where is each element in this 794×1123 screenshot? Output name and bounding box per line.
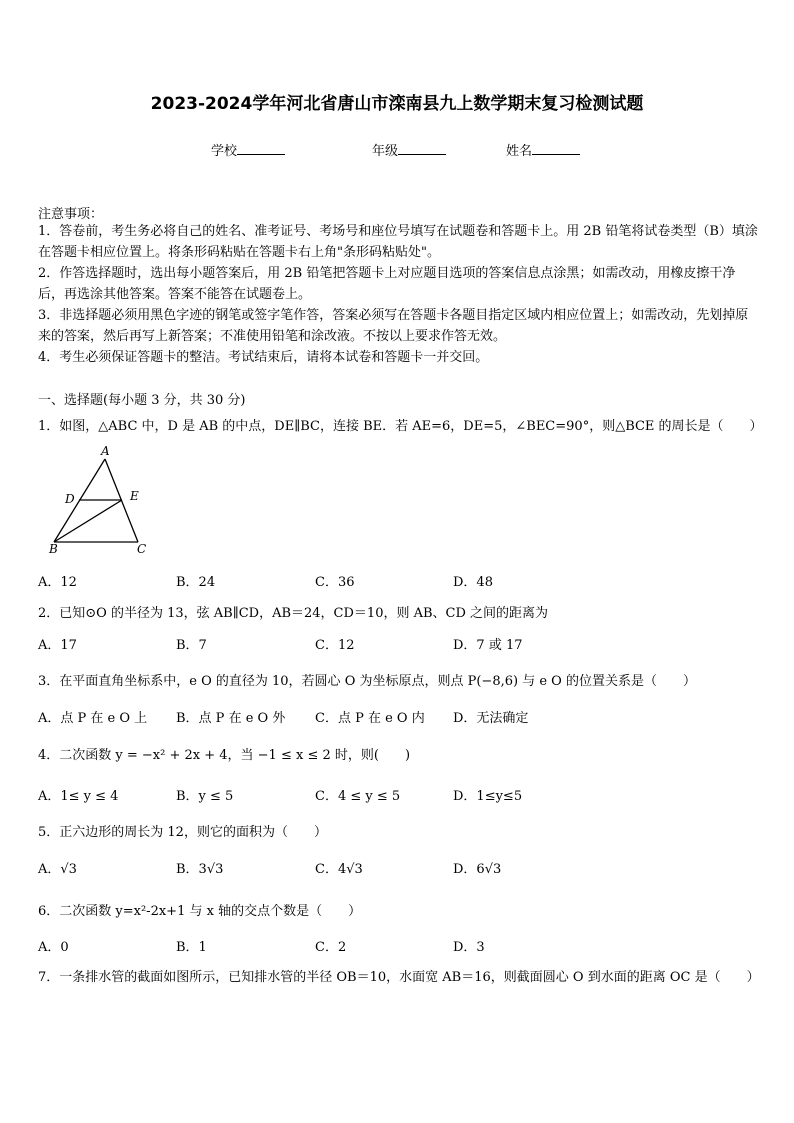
- label-e: E: [130, 489, 139, 503]
- notice-item: 2．作答选择题时，选出每小题答案后，用 2B 铅笔把答题卡上对应题目选项的答案信息点涂黑；如需改动，用橡皮擦干净后，再选涂其他答案。答案不能答在试题卷上。: [38, 266, 736, 302]
- name-blank: [532, 142, 580, 155]
- option-b: B．点 P 在 e O 外: [176, 711, 286, 726]
- school-field: [211, 140, 285, 159]
- question-3-stem: 3．在平面直角坐标系中，e O 的直径为 10，若圆心 O 为坐标原点，则点 P(−8,6) 与 e O 的位置关系是（ ）: [38, 674, 696, 689]
- notice-item: 1．答卷前，考生务必将自己的姓名、准考证号、考场号和座位号填写在试题卷和答题卡上。用 2B 铅笔将试卷类型（B）填涂在答题卡相应位置上。将条形码粘贴在答题卡右上角"条形码粘贴处"。: [38, 224, 758, 260]
- option-c: C．2: [315, 940, 347, 955]
- section-heading: 一、选择题(每小题 3 分，共 30 分): [38, 393, 246, 408]
- option-d: D．1≤y≤5: [453, 789, 523, 804]
- option-d: D．无法确定: [453, 711, 529, 726]
- option-d: D．6√3: [453, 862, 502, 877]
- option-b: B．7: [176, 638, 207, 653]
- question-7-stem: 7．一条排水管的截面如图所示，已知排水管的半径 OB＝10，水面宽 AB＝16，则截面圆心 O 到水面的距离 OC 是（ ）: [38, 970, 760, 985]
- grade-field: [372, 140, 446, 159]
- triangle-figure: [44, 443, 154, 558]
- option-b: B．3√3: [176, 862, 224, 877]
- option-a: A．点 P 在 e O 上: [38, 711, 148, 726]
- grade-blank: [398, 142, 446, 155]
- option-d: D．3: [453, 940, 485, 955]
- option-c: C．36: [315, 575, 355, 590]
- grade-label: 年级: [372, 144, 399, 159]
- option-b: B．y ≤ 5: [176, 789, 234, 804]
- label-a: A: [101, 444, 110, 458]
- name-field: [506, 140, 580, 159]
- school-blank: [237, 142, 285, 155]
- option-c: C．4 ≤ y ≤ 5: [315, 789, 401, 804]
- option-c: C．4√3: [315, 862, 363, 877]
- notice-item: 3．非选择题必须用黑色字迹的钢笔或签字笔作答，答案必须写在答题卡各题目指定区域内相应位置上；如需改动，先划掉原来的答案，然后再写上新答案；不准使用铅笔和涂改液。不按以上要求作答无效。: [38, 308, 749, 344]
- question-5-stem: 5．正六边形的周长为 12，则它的面积为（ ）: [38, 825, 327, 840]
- page-title: 2023-2024学年河北省唐山市滦南县九上数学期末复习检测试题: [150, 94, 644, 114]
- option-a: A．1≤ y ≤ 4: [38, 789, 119, 804]
- option-c: C．12: [315, 638, 355, 653]
- notice-heading: 注意事项：: [38, 207, 104, 222]
- label-d: D: [65, 492, 75, 506]
- question-4-stem: 4．二次函数 y = −x² + 2x + 4，当 −1 ≤ x ≤ 2 时，则( ): [38, 748, 411, 763]
- school-label: 学校: [211, 144, 238, 159]
- option-d: D．7 或 17: [453, 638, 523, 653]
- notice-item: 4．考生必须保证答题卡的整洁。考试结束后，请将本试卷和答题卡一并交回。: [38, 350, 489, 365]
- option-a: A．17: [38, 638, 77, 653]
- question-2-stem: 2．已知⊙O 的半径为 13，弦 AB∥CD，AB＝24，CD＝10，则 AB、CD 之间的距离为: [38, 606, 549, 621]
- option-a: A．12: [38, 575, 77, 590]
- option-b: B．24: [176, 575, 216, 590]
- option-a: A．0: [38, 940, 69, 955]
- label-c: C: [137, 542, 147, 556]
- question-6-stem: 6．二次函数 y=x²-2x+1 与 x 轴的交点个数是（ ）: [38, 904, 362, 919]
- option-d: D．48: [453, 575, 493, 590]
- option-c: C．点 P 在 e O 内: [315, 711, 425, 726]
- option-b: B．1: [176, 940, 207, 955]
- name-label: 姓名: [506, 144, 533, 159]
- segment-be: [54, 500, 122, 542]
- option-a: A．√3: [38, 862, 77, 877]
- label-b: B: [49, 542, 58, 556]
- question-1-stem: 1．如图，△ABC 中，D 是 AB 的中点，DE∥BC，连接 BE．若 AE=6，DE=5，∠BEC=90°，则△BCE 的周长是（ ）: [38, 419, 763, 434]
